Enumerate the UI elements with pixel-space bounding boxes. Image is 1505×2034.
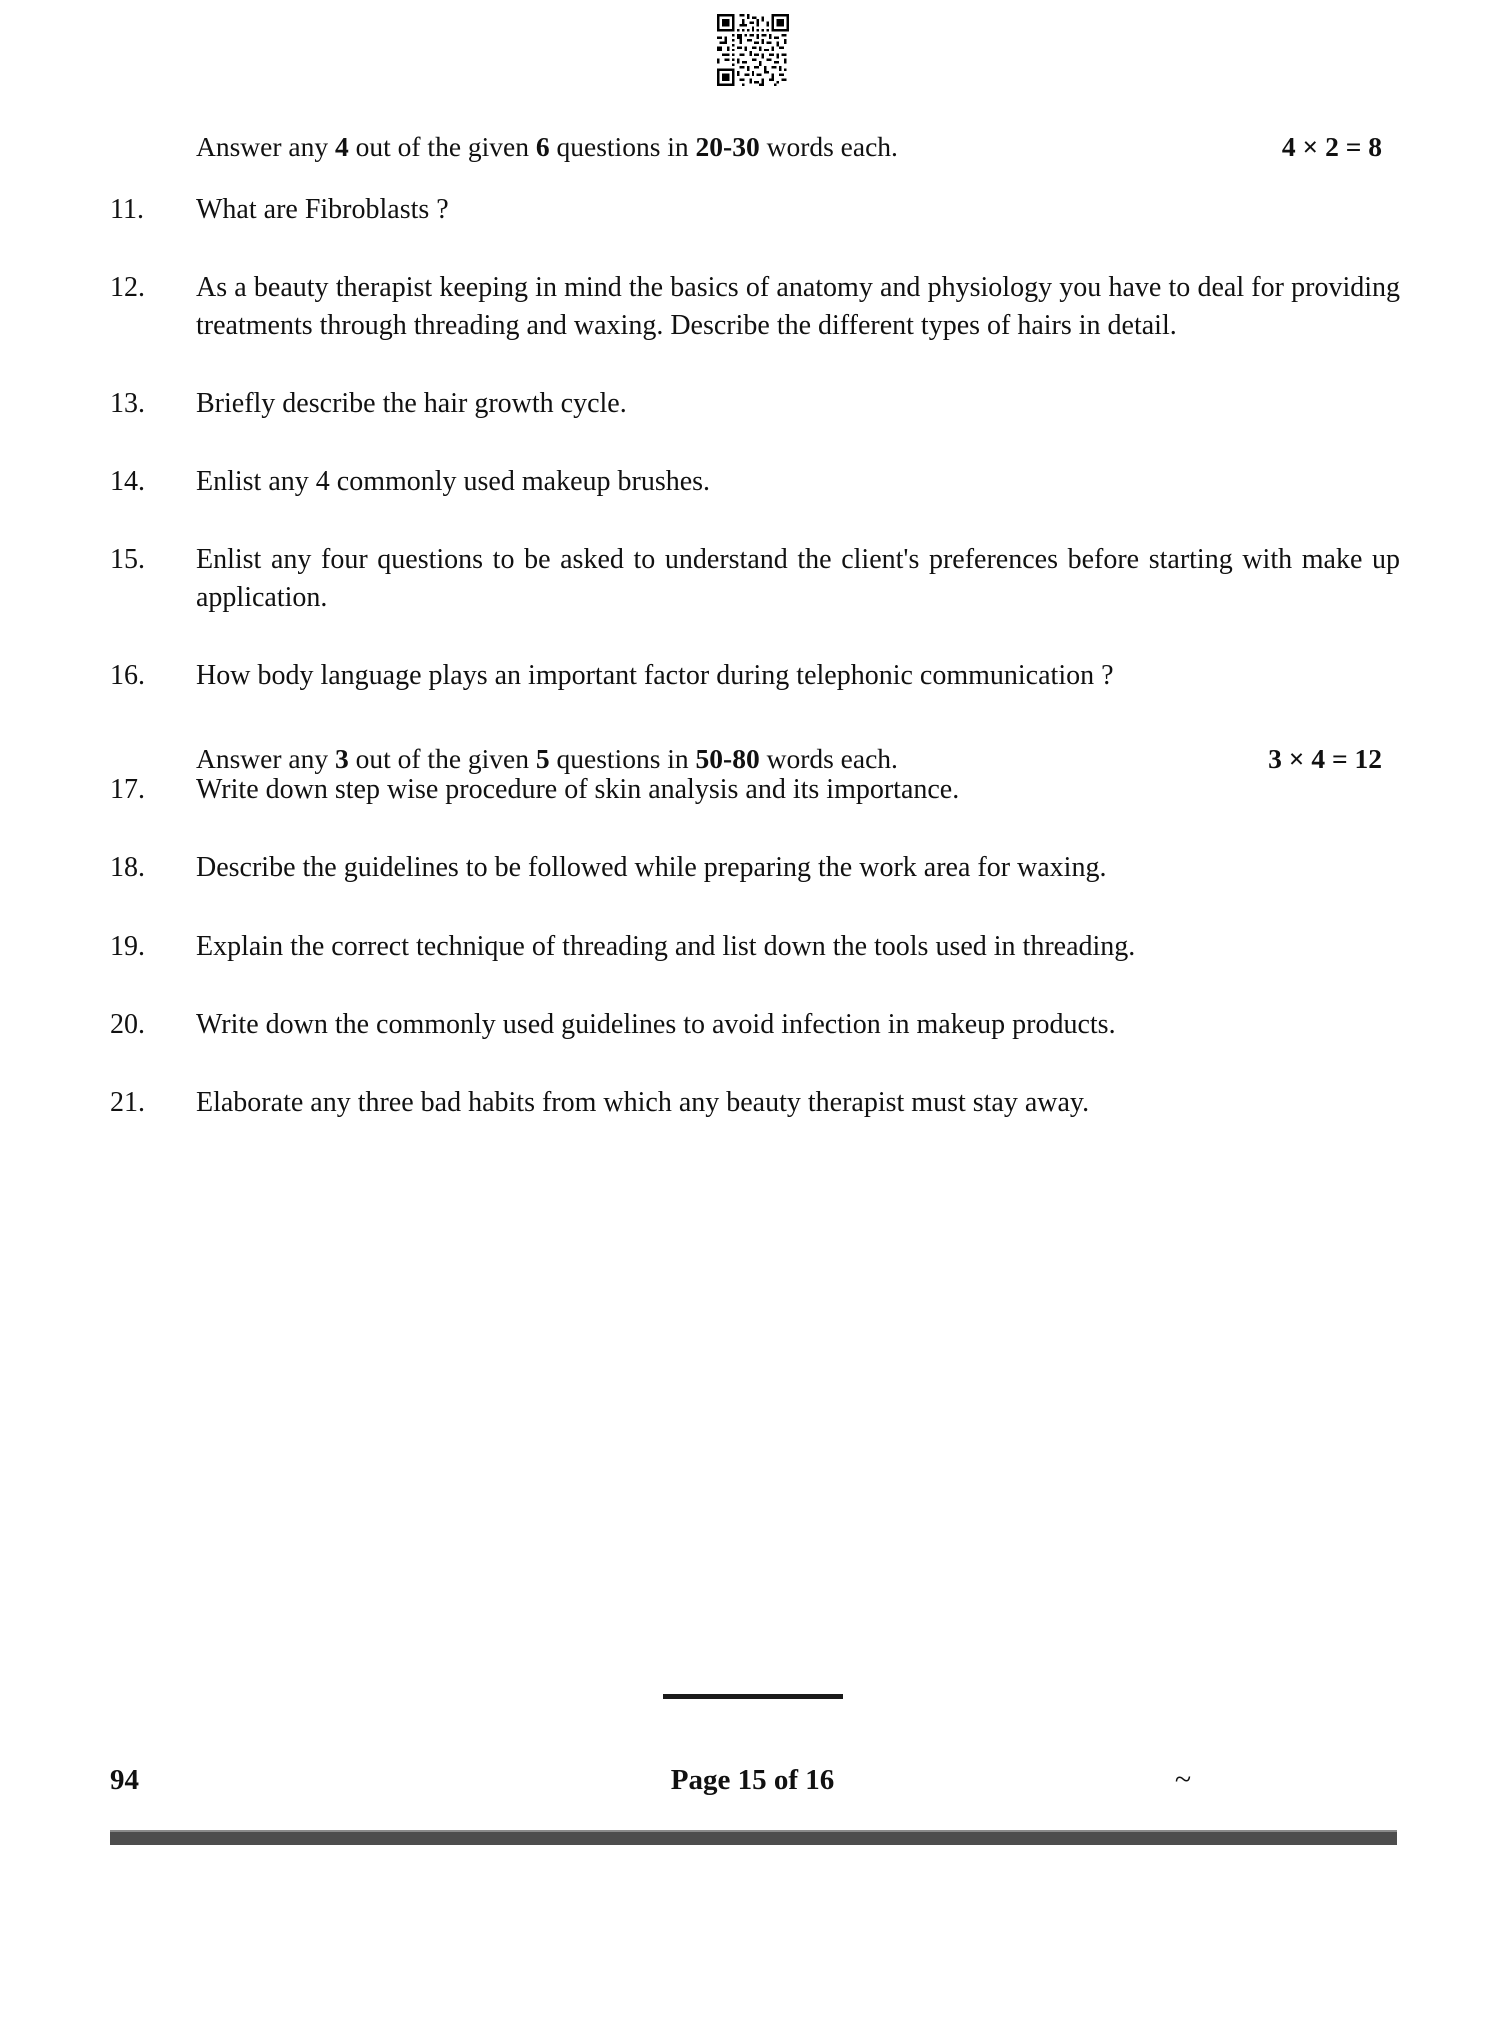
footer-paper-code: 94 [110,1764,139,1796]
question-number: 18. [110,852,145,884]
question-text: Briefly describe the hair growth cycle. [196,387,627,419]
question-item [110,1006,1400,1043]
question-number: 15. [110,544,145,576]
section-instruction-text-2: Answer any 3 out of the given 5 questions in 50-80 words each. [196,743,898,774]
question-item [110,385,1400,422]
question-text: Explain the correct technique of threading and list down the tools used in threading. [196,930,1136,962]
question-number: 14. [110,466,145,498]
question-item [110,849,1400,886]
question-item [110,191,1400,228]
qr-code-icon [717,14,789,86]
question-text: Enlist any 4 commonly used makeup brushes. [196,466,711,498]
question-item [110,541,1400,615]
question-paper-content [110,128,1400,1162]
section-divider-rule [663,1694,843,1699]
question-item [110,269,1400,343]
page-bottom-bar [110,1830,1397,1845]
question-item [110,928,1400,965]
question-text: What are Fibroblasts ? [196,194,449,226]
question-number: 21. [110,1087,145,1119]
question-number: 19. [110,930,145,962]
question-number: 11. [110,194,144,226]
question-text: Describe the guidelines to be followed while preparing the work area for waxing. [196,852,1107,884]
question-text: As a beauty therapist keeping in mind the basics of anatomy and physiology you have to deal for providing treatments through threading and waxing. Describe the different types of hairs in detail. [196,272,1400,341]
question-text: Write down the commonly used guidelines to avoid infection in makeup products. [196,1008,1116,1040]
question-number: 17. [110,774,145,806]
question-text: Enlist any four questions to be asked to understand the client's preferences before starting with make up application. [196,544,1400,613]
question-item [110,657,1400,694]
footer-tilde-mark: ~ [1174,1763,1192,1796]
question-number: 13. [110,387,145,419]
section-instruction-1 [196,128,1400,165]
question-text: Elaborate any three bad habits from which any beauty therapist must stay away. [196,1087,1090,1119]
question-number: 16. [110,659,145,691]
page-footer [110,1763,1395,1797]
question-number: 12. [110,272,145,304]
question-item [110,463,1400,500]
question-item [110,771,1400,808]
section-instruction-text-1: Answer any 4 out of the given 6 questions in 20-30 words each. [196,131,898,162]
question-text: Write down step wise procedure of skin analysis and its importance. [196,774,960,806]
question-text: How body language plays an important factor during telephonic communication ? [196,659,1114,691]
section-marks-2: 3 × 4 = 12 [1268,743,1382,774]
question-item [110,1084,1400,1121]
qr-code-container [0,14,1505,86]
question-number: 20. [110,1008,145,1040]
section-marks-1: 4 × 2 = 8 [1281,131,1382,162]
footer-page-label: Page 15 of 16 [670,1764,835,1796]
